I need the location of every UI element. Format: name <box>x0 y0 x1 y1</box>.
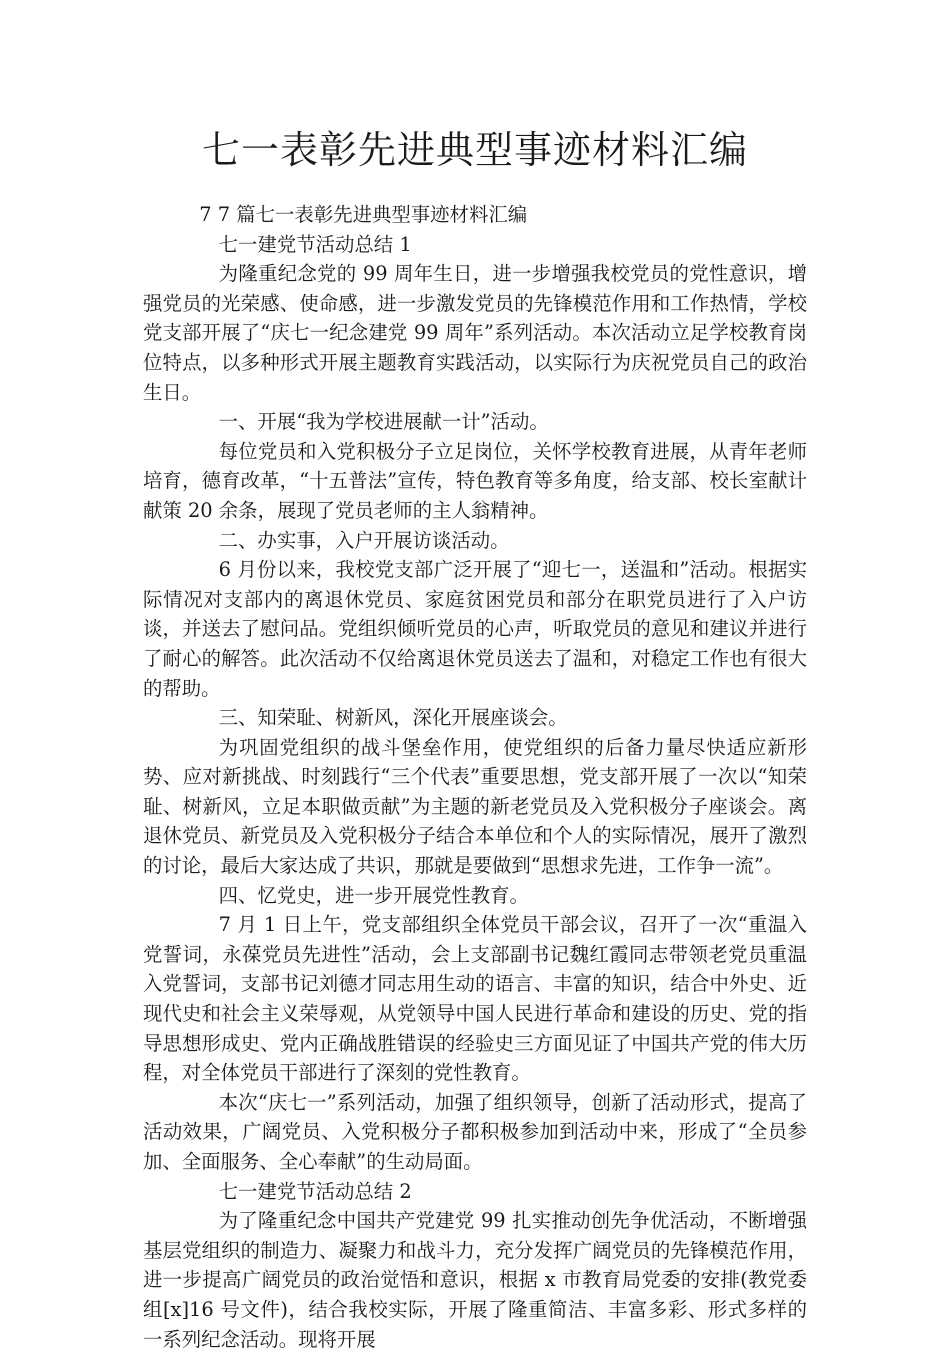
paragraph: 为了隆重纪念中国共产党建党 99 扎实推动创先争优活动，不断增强基层党组织的制造力、凝聚力和战斗力，充分发挥广阔党员的先锋模范作用，进一步提高广阔党员的政治觉悟和意识，根据 x 市教育局党委的安排(教党委组[x]16 号文件)，结合我校实际，开展了隆重简洁、丰富多彩、形式多样的一系列纪念活动。现将开展 <box>143 1209 807 1351</box>
paragraph: 为巩固党组织的战斗堡垒作用，使党组织的后备力量尽快适应新形势、应对新挑战、时刻践行“三个代表”重要思想，党支部开展了一次以“知荣耻、树新风，立足本职做贡献”为主题的新老党员及入党积极分子座谈会。离退休党员、新党员及入党积极分子结合本单位和个人的实际情况，展开了激烈的讨论，最后大家达成了共识，那就是要做到“思想求先进，工作争一流”。 <box>143 735 807 878</box>
section-heading: 二、办实事，入户开展访谈活动。 <box>218 528 510 552</box>
section-heading: 一、开展“我为学校进展献一计”活动。 <box>218 410 549 434</box>
section-heading: 四、忆党史，进一步开展党性教育。 <box>218 883 529 907</box>
paragraph: 每位党员和入党积极分子立足岗位，关怀学校教育进展，从青年老师培育，德育改革，“十五普法”宣传，特色教育等多角度，给支部、校长室献计献策 20 余条，展现了党员老师的主人翁精神。 <box>143 439 807 522</box>
paragraph: 为隆重纪念党的 99 周年生日，进一步增强我校党员的党性意识，增强党员的光荣感、使命感，进一步激发党员的先锋模范作用和工作热情，学校党支部开展了“庆七一纪念建党 99 周年”系列活动。本次活动立足学校教育岗位特点，以多种形式开展主题教育实践活动，以实际行为庆祝党员自己的政治生日。 <box>143 262 807 404</box>
section-heading: 三、知荣耻、树新风，深化开展座谈会。 <box>218 706 568 730</box>
document-subtitle: 7 7 篇七一表彰先进典型事迹材料汇编 <box>199 203 528 226</box>
paragraph: 7 月 1 日上午，党支部组织全体党员干部会议，召开了一次“重温入党誓词，永葆党员先进性”活动，会上支部副书记魏红霞同志带领老党员重温入党誓词，支部书记刘德才同志用生动的语言、丰富的知识，结合中外史、近现代史和社会主义荣辱观，从党领导中国人民进行革命和建设的历史、党的指导思想形成史、党内正确战胜错误的经验史三方面见证了中国共产党的伟大历程，对全体党员干部进行了深刻的党性教育。 <box>143 913 807 1085</box>
paragraph: 6 月份以来，我校党支部广泛开展了“迎七一，送温和”活动。根据实际情况对支部内的离退休党员、家庭贫困党员和部分在职党员进行了入户访谈，并送去了慰问品。党组织倾听党员的心声，听取党员的意见和建议并进行了耐心的解答。此次活动不仅给离退休党员送去了温和，对稳定工作也有很大的帮助。 <box>143 558 807 700</box>
section-heading: 七一建党节活动总结 1 <box>218 232 412 256</box>
section-heading: 七一建党节活动总结 2 <box>218 1179 412 1203</box>
paragraph: 本次“庆七一”系列活动，加强了组织领导，创新了活动形式，提高了活动效果，广阔党员、入党积极分子都积极参加到活动中来，形成了“全员参加、全面服务、全心奉献”的生动局面。 <box>143 1090 807 1173</box>
document-title: 七一表彰先进典型事迹材料汇编 <box>201 128 748 172</box>
document-body <box>143 200 807 1354</box>
